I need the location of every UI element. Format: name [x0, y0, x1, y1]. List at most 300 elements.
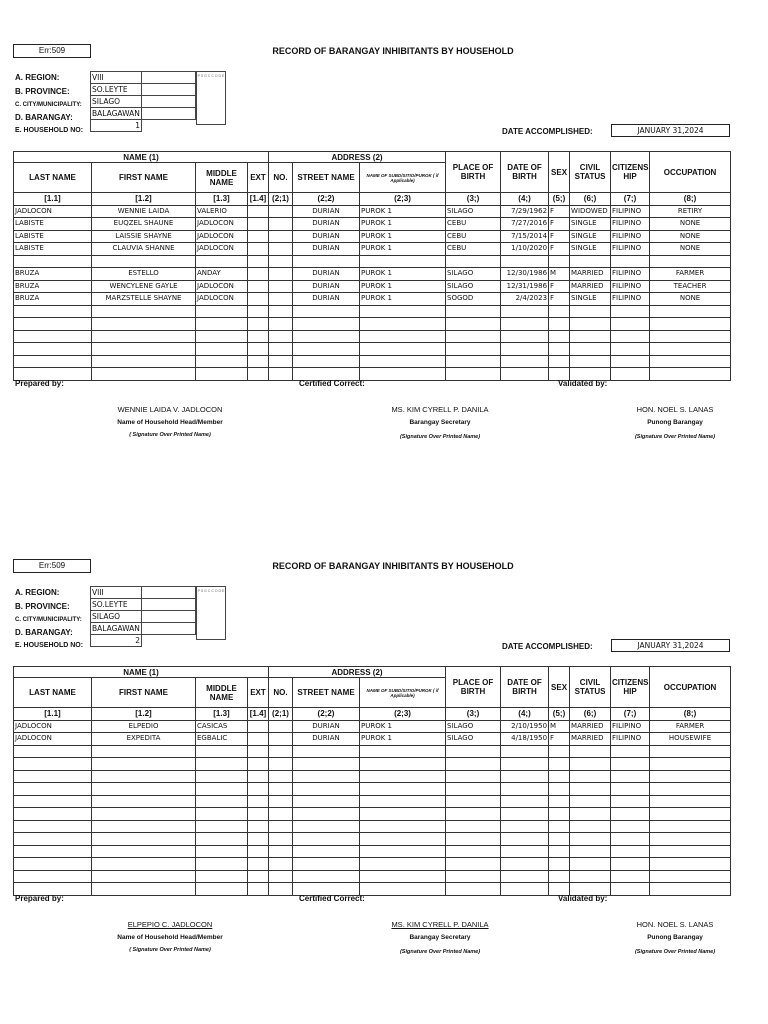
- household-form-2: [0, 515, 768, 985]
- citizenship-cell: [611, 758, 650, 771]
- column-number-sex: (5;): [549, 708, 570, 721]
- citizenship-cell: [611, 330, 650, 343]
- ext-cell: [248, 255, 269, 268]
- column-number-last-name: [1.1]: [14, 708, 92, 721]
- table-row: [14, 205, 731, 218]
- occupation-cell: [650, 255, 731, 268]
- barangay-label: D. BARANGAY:: [15, 113, 73, 122]
- date-of-birth-cell: 12/31/1986: [501, 280, 549, 293]
- civil-status-cell: [570, 808, 611, 821]
- place-of-birth-cell: SOGOD: [446, 293, 501, 306]
- column-number-civil-status: (6;): [570, 193, 611, 206]
- date-of-birth-cell: [501, 305, 549, 318]
- column-number-citizenship: (7;): [611, 708, 650, 721]
- middle-name-header: MIDDLE NAME: [196, 163, 248, 193]
- citizenship-cell: [611, 255, 650, 268]
- middle-name-cell: [196, 783, 248, 796]
- household-head-signature-note: ( Signature Over Printed Name): [129, 947, 211, 953]
- subdivision-cell: [360, 833, 446, 846]
- middle-name-cell: JADLOCON: [196, 230, 248, 243]
- date-of-birth-cell: [501, 783, 549, 796]
- occupation-cell: [650, 833, 731, 846]
- place-of-birth-cell: [446, 318, 501, 331]
- house-no-cell: [269, 330, 293, 343]
- citizenship-cell: [611, 343, 650, 356]
- sex-cell: [549, 343, 570, 356]
- location-info-table: [90, 71, 196, 132]
- street-name-cell: [293, 343, 360, 356]
- occupation-cell: NONE: [650, 230, 731, 243]
- first-name-cell: [92, 355, 196, 368]
- house-no-cell: [269, 745, 293, 758]
- street-name-cell: [293, 770, 360, 783]
- table-row: [14, 758, 731, 771]
- address-group-header: ADDRESS (2): [269, 667, 446, 678]
- last-name-cell: [14, 808, 92, 821]
- ext-cell: [248, 305, 269, 318]
- citizenship-cell: [611, 845, 650, 858]
- subdivision-header: NAME OF SUBD/SITIO/PUROK ( if Applicable): [360, 163, 446, 193]
- subdivision-cell: PUROK 1: [360, 733, 446, 746]
- name-group-header: NAME (1): [14, 152, 269, 163]
- province-label: B. PROVINCE:: [15, 602, 70, 611]
- validated-by-label: Validated by:: [558, 894, 608, 903]
- place-of-birth-cell: [446, 795, 501, 808]
- occupation-cell: NONE: [650, 218, 731, 231]
- region-label: A. REGION:: [15, 588, 60, 597]
- column-number-subdivision: (2;3): [360, 708, 446, 721]
- subdivision-cell: PUROK 1: [360, 280, 446, 293]
- last-name-header: LAST NAME: [14, 678, 92, 708]
- subdivision-cell: PUROK 1: [360, 205, 446, 218]
- date-of-birth-cell: [501, 343, 549, 356]
- last-name-cell: LABISTE: [14, 218, 92, 231]
- subdivision-cell: [360, 318, 446, 331]
- citizenship-cell: FILIPINO: [611, 230, 650, 243]
- last-name-cell: LABISTE: [14, 243, 92, 256]
- barangay-value: BALAGAWAN: [92, 109, 140, 118]
- house-no-cell: [269, 883, 293, 896]
- first-name-cell: [92, 343, 196, 356]
- middle-name-cell: ANDAY: [196, 268, 248, 281]
- place-of-birth-header: PLACE OF BIRTH: [446, 152, 501, 193]
- column-number-sex: (5;): [549, 193, 570, 206]
- barangay-value: BALAGAWAN: [92, 624, 140, 633]
- street-name-cell: DURIAN: [293, 280, 360, 293]
- form-title: RECORD OF BARANGAY INHIBITANTS BY HOUSEHOLD: [272, 561, 514, 571]
- ext-cell: [248, 268, 269, 281]
- first-name-cell: [92, 808, 196, 821]
- civil-status-cell: SINGLE: [570, 293, 611, 306]
- subdivision-cell: [360, 770, 446, 783]
- ext-cell: [248, 783, 269, 796]
- house-no-cell: [269, 318, 293, 331]
- table-row: [14, 820, 731, 833]
- form-title: RECORD OF BARANGAY INHIBITANTS BY HOUSEHOLD: [272, 46, 514, 56]
- household-no-value: 2: [91, 635, 142, 647]
- ext-cell: [248, 845, 269, 858]
- psgc-code-box: P S G C C O D E: [196, 71, 226, 125]
- occupation-cell: [650, 758, 731, 771]
- date-of-birth-cell: 12/30/1986: [501, 268, 549, 281]
- first-name-cell: [92, 330, 196, 343]
- inhabitants-table: [13, 666, 731, 896]
- secretary-name: MS. KIM CYRELL P. DANILA: [391, 405, 489, 414]
- first-name-cell: [92, 820, 196, 833]
- civil-status-cell: SINGLE: [570, 218, 611, 231]
- date-of-birth-cell: [501, 833, 549, 846]
- date-of-birth-cell: [501, 770, 549, 783]
- secretary-role: Barangay Secretary: [409, 419, 471, 426]
- street-name-cell: [293, 355, 360, 368]
- citizenship-cell: [611, 305, 650, 318]
- secretary-signature-note: (Signature Over Printed Name): [399, 434, 481, 440]
- place-of-birth-cell: [446, 870, 501, 883]
- subdivision-cell: [360, 808, 446, 821]
- column-number-middle-name: [1.3]: [196, 193, 248, 206]
- occupation-cell: TEACHER: [650, 280, 731, 293]
- prepared-by-label: Prepared by:: [15, 894, 64, 903]
- column-number-street-name: (2;2): [293, 708, 360, 721]
- citizenship-cell: [611, 820, 650, 833]
- prepared-by-label: Prepared by:: [15, 379, 64, 388]
- table-row: [14, 243, 731, 256]
- first-name-cell: [92, 318, 196, 331]
- house-no-cell: [269, 833, 293, 846]
- table-row: [14, 368, 731, 381]
- house-no-cell: [269, 368, 293, 381]
- household-head-name: ELPEPIO C. JADLOCON: [127, 920, 213, 929]
- last-name-cell: [14, 758, 92, 771]
- subdivision-cell: PUROK 1: [360, 230, 446, 243]
- date-of-birth-cell: [501, 368, 549, 381]
- middle-name-cell: [196, 795, 248, 808]
- error-code-box: Err:509: [13, 44, 91, 58]
- date-of-birth-cell: [501, 745, 549, 758]
- ext-cell: [248, 758, 269, 771]
- civil-status-cell: [570, 783, 611, 796]
- house-no-cell: [269, 305, 293, 318]
- city-value: SILAGO: [91, 611, 142, 623]
- address-group-header: ADDRESS (2): [269, 152, 446, 163]
- ext-cell: [248, 808, 269, 821]
- middle-name-cell: [196, 305, 248, 318]
- middle-name-cell: [196, 343, 248, 356]
- date-of-birth-cell: [501, 795, 549, 808]
- civil-status-cell: [570, 870, 611, 883]
- certified-correct-label: Certified Correct:: [299, 379, 365, 388]
- punong-barangay-role: Punong Barangay: [647, 419, 703, 426]
- citizenship-cell: FILIPINO: [611, 280, 650, 293]
- last-name-cell: [14, 355, 92, 368]
- column-number-date-of-birth: (4;): [501, 708, 549, 721]
- household-head-name: WENNIE LAIDA V. JADLOCON: [117, 405, 223, 414]
- first-name-cell: EUQZEL SHAUNE: [92, 218, 196, 231]
- date-of-birth-cell: [501, 870, 549, 883]
- citizenship-cell: [611, 783, 650, 796]
- sex-cell: F: [549, 230, 570, 243]
- place-of-birth-cell: [446, 368, 501, 381]
- ext-cell: [248, 795, 269, 808]
- subdivision-cell: [360, 330, 446, 343]
- civil-status-cell: [570, 330, 611, 343]
- sex-cell: [549, 745, 570, 758]
- house-no-cell: [269, 355, 293, 368]
- last-name-cell: [14, 255, 92, 268]
- occupation-cell: [650, 845, 731, 858]
- middle-name-cell: JADLOCON: [196, 243, 248, 256]
- place-of-birth-cell: [446, 833, 501, 846]
- first-name-cell: [92, 795, 196, 808]
- table-row: [14, 795, 731, 808]
- secretary-role: Barangay Secretary: [409, 934, 471, 941]
- column-number-street-name: (2;2): [293, 193, 360, 206]
- house-no-cell: [269, 720, 293, 733]
- last-name-cell: JADLOCON: [14, 733, 92, 746]
- house-no-cell: [269, 243, 293, 256]
- sex-cell: [549, 255, 570, 268]
- date-of-birth-cell: [501, 330, 549, 343]
- date-of-birth-cell: [501, 758, 549, 771]
- occupation-header: OCCUPATION: [650, 667, 731, 708]
- place-of-birth-cell: [446, 745, 501, 758]
- secretary-name: MS. KIM CYRELL P. DANILA: [391, 920, 489, 929]
- sex-cell: [549, 758, 570, 771]
- column-number-row: [14, 193, 731, 206]
- certified-correct-label: Certified Correct:: [299, 894, 365, 903]
- street-name-cell: [293, 870, 360, 883]
- place-of-birth-cell: [446, 808, 501, 821]
- middle-name-cell: [196, 745, 248, 758]
- middle-name-cell: CASICAS: [196, 720, 248, 733]
- sex-cell: [549, 808, 570, 821]
- first-name-cell: CLAUVIA SHANNE: [92, 243, 196, 256]
- street-name-cell: DURIAN: [293, 218, 360, 231]
- street-name-cell: DURIAN: [293, 293, 360, 306]
- first-name-cell: ESTELLO: [92, 268, 196, 281]
- citizenship-cell: FILIPINO: [611, 243, 650, 256]
- middle-name-cell: [196, 833, 248, 846]
- middle-name-cell: EGBALIC: [196, 733, 248, 746]
- street-name-cell: DURIAN: [293, 268, 360, 281]
- column-number-house-no: (2;1): [269, 193, 293, 206]
- citizenship-cell: [611, 833, 650, 846]
- place-of-birth-cell: [446, 355, 501, 368]
- date-of-birth-header: DATE OF BIRTH: [501, 152, 549, 193]
- column-number-occupation: (8;): [650, 708, 731, 721]
- occupation-cell: [650, 783, 731, 796]
- first-name-cell: [92, 368, 196, 381]
- last-name-cell: [14, 795, 92, 808]
- name-group-header: NAME (1): [14, 667, 269, 678]
- ext-cell: [248, 230, 269, 243]
- sex-cell: F: [549, 280, 570, 293]
- street-name-cell: DURIAN: [293, 205, 360, 218]
- region-label: A. REGION:: [15, 73, 60, 82]
- punong-barangay-name: HON. NOEL S. LANAS: [636, 920, 714, 929]
- ext-cell: [248, 318, 269, 331]
- ext-cell: [248, 858, 269, 871]
- sex-header: SEX: [549, 152, 570, 193]
- occupation-cell: [650, 355, 731, 368]
- first-name-cell: ELPEDIO: [92, 720, 196, 733]
- house-no-cell: [269, 293, 293, 306]
- province-value: SO.LEYTE: [91, 599, 142, 611]
- psgc-code-box: P S G C C O D E: [196, 586, 226, 640]
- street-name-header: STREET NAME: [293, 678, 360, 708]
- house-no-cell: [269, 845, 293, 858]
- street-name-header: STREET NAME: [293, 163, 360, 193]
- table-row: [14, 870, 731, 883]
- secretary-signature-note: (Signature Over Printed Name): [399, 949, 481, 955]
- citizenship-cell: [611, 870, 650, 883]
- citizenship-cell: FILIPINO: [611, 733, 650, 746]
- subdivision-cell: PUROK 1: [360, 720, 446, 733]
- table-row: [14, 833, 731, 846]
- house-no-cell: [269, 808, 293, 821]
- occupation-cell: [650, 870, 731, 883]
- occupation-cell: [650, 858, 731, 871]
- place-of-birth-cell: [446, 343, 501, 356]
- first-name-cell: [92, 845, 196, 858]
- ext-header: EXT: [248, 678, 269, 708]
- city-label: C. CITY/MUNICIPALITY:: [15, 617, 82, 623]
- location-info-table: [90, 586, 196, 647]
- civil-status-header: CIVIL STATUS: [570, 667, 611, 708]
- ext-cell: [248, 720, 269, 733]
- sex-cell: F: [549, 243, 570, 256]
- place-of-birth-cell: [446, 330, 501, 343]
- first-name-cell: LAISSIE SHAYNE: [92, 230, 196, 243]
- street-name-cell: [293, 858, 360, 871]
- first-name-cell: WENNIE LAIDA: [92, 205, 196, 218]
- first-name-cell: EXPEDITA: [92, 733, 196, 746]
- punong-barangay-role: Punong Barangay: [647, 934, 703, 941]
- civil-status-cell: [570, 745, 611, 758]
- citizenship-cell: [611, 808, 650, 821]
- ext-cell: [248, 368, 269, 381]
- subdivision-cell: PUROK 1: [360, 268, 446, 281]
- punong-barangay-signature-note: (Signature Over Printed Name): [634, 434, 716, 440]
- table-row: [14, 280, 731, 293]
- street-name-cell: [293, 305, 360, 318]
- place-of-birth-cell: SILAGO: [446, 720, 501, 733]
- house-no-cell: [269, 858, 293, 871]
- table-row: [14, 318, 731, 331]
- ext-cell: [248, 330, 269, 343]
- household-head-role: Name of Household Head/Member: [117, 934, 223, 941]
- last-name-cell: JADLOCON: [14, 205, 92, 218]
- occupation-cell: NONE: [650, 293, 731, 306]
- sex-cell: [549, 355, 570, 368]
- street-name-cell: [293, 833, 360, 846]
- subdivision-cell: PUROK 1: [360, 243, 446, 256]
- last-name-cell: LABISTE: [14, 230, 92, 243]
- occupation-cell: [650, 795, 731, 808]
- city-label: C. CITY/MUNICIPALITY:: [15, 102, 82, 108]
- middle-name-cell: JADLOCON: [196, 293, 248, 306]
- subdivision-cell: PUROK 1: [360, 293, 446, 306]
- last-name-cell: [14, 783, 92, 796]
- subdivision-cell: [360, 795, 446, 808]
- ext-cell: [248, 355, 269, 368]
- occupation-cell: HOUSEWIFE: [650, 733, 731, 746]
- subdivision-cell: [360, 845, 446, 858]
- street-name-cell: [293, 820, 360, 833]
- house-no-cell: [269, 343, 293, 356]
- middle-name-cell: JADLOCON: [196, 280, 248, 293]
- household-form-1: [0, 0, 768, 470]
- first-name-cell: [92, 758, 196, 771]
- first-name-cell: [92, 858, 196, 871]
- last-name-cell: [14, 870, 92, 883]
- ext-cell: [248, 280, 269, 293]
- date-accomplished-value: JANUARY 31,2024: [611, 639, 730, 652]
- date-accomplished-value: JANUARY 31,2024: [611, 124, 730, 137]
- street-name-cell: [293, 318, 360, 331]
- sex-cell: [549, 770, 570, 783]
- table-row: [14, 745, 731, 758]
- last-name-header: LAST NAME: [14, 163, 92, 193]
- occupation-cell: FARMER: [650, 720, 731, 733]
- last-name-cell: [14, 330, 92, 343]
- ext-cell: [248, 870, 269, 883]
- occupation-cell: [650, 883, 731, 896]
- column-number-place-of-birth: (3;): [446, 708, 501, 721]
- house-no-cell: [269, 770, 293, 783]
- date-of-birth-cell: [501, 255, 549, 268]
- table-row: [14, 293, 731, 306]
- date-of-birth-cell: [501, 355, 549, 368]
- last-name-cell: [14, 833, 92, 846]
- date-of-birth-cell: 4/18/1950: [501, 733, 549, 746]
- last-name-cell: [14, 305, 92, 318]
- house-no-cell: [269, 733, 293, 746]
- sex-cell: [549, 783, 570, 796]
- civil-status-header: CIVIL STATUS: [570, 152, 611, 193]
- table-row: [14, 218, 731, 231]
- citizenship-cell: [611, 770, 650, 783]
- occupation-cell: [650, 820, 731, 833]
- table-row: [14, 808, 731, 821]
- column-number-house-no: (2;1): [269, 708, 293, 721]
- street-name-cell: [293, 795, 360, 808]
- civil-status-cell: [570, 355, 611, 368]
- house-no-cell: [269, 758, 293, 771]
- sex-cell: F: [549, 205, 570, 218]
- civil-status-cell: [570, 858, 611, 871]
- street-name-cell: [293, 255, 360, 268]
- middle-name-cell: [196, 770, 248, 783]
- column-number-ext: [1.4]: [248, 708, 269, 721]
- citizenship-cell: FILIPINO: [611, 205, 650, 218]
- occupation-cell: [650, 330, 731, 343]
- date-of-birth-cell: [501, 858, 549, 871]
- ext-cell: [248, 343, 269, 356]
- date-of-birth-cell: [501, 808, 549, 821]
- last-name-cell: [14, 318, 92, 331]
- ext-cell: [248, 770, 269, 783]
- last-name-cell: [14, 858, 92, 871]
- street-name-cell: DURIAN: [293, 733, 360, 746]
- house-no-header: NO.: [269, 678, 293, 708]
- table-row: [14, 733, 731, 746]
- ext-cell: [248, 745, 269, 758]
- occupation-cell: [650, 808, 731, 821]
- date-of-birth-cell: 7/15/2014: [501, 230, 549, 243]
- column-number-ext: [1.4]: [248, 193, 269, 206]
- last-name-cell: BRUZA: [14, 268, 92, 281]
